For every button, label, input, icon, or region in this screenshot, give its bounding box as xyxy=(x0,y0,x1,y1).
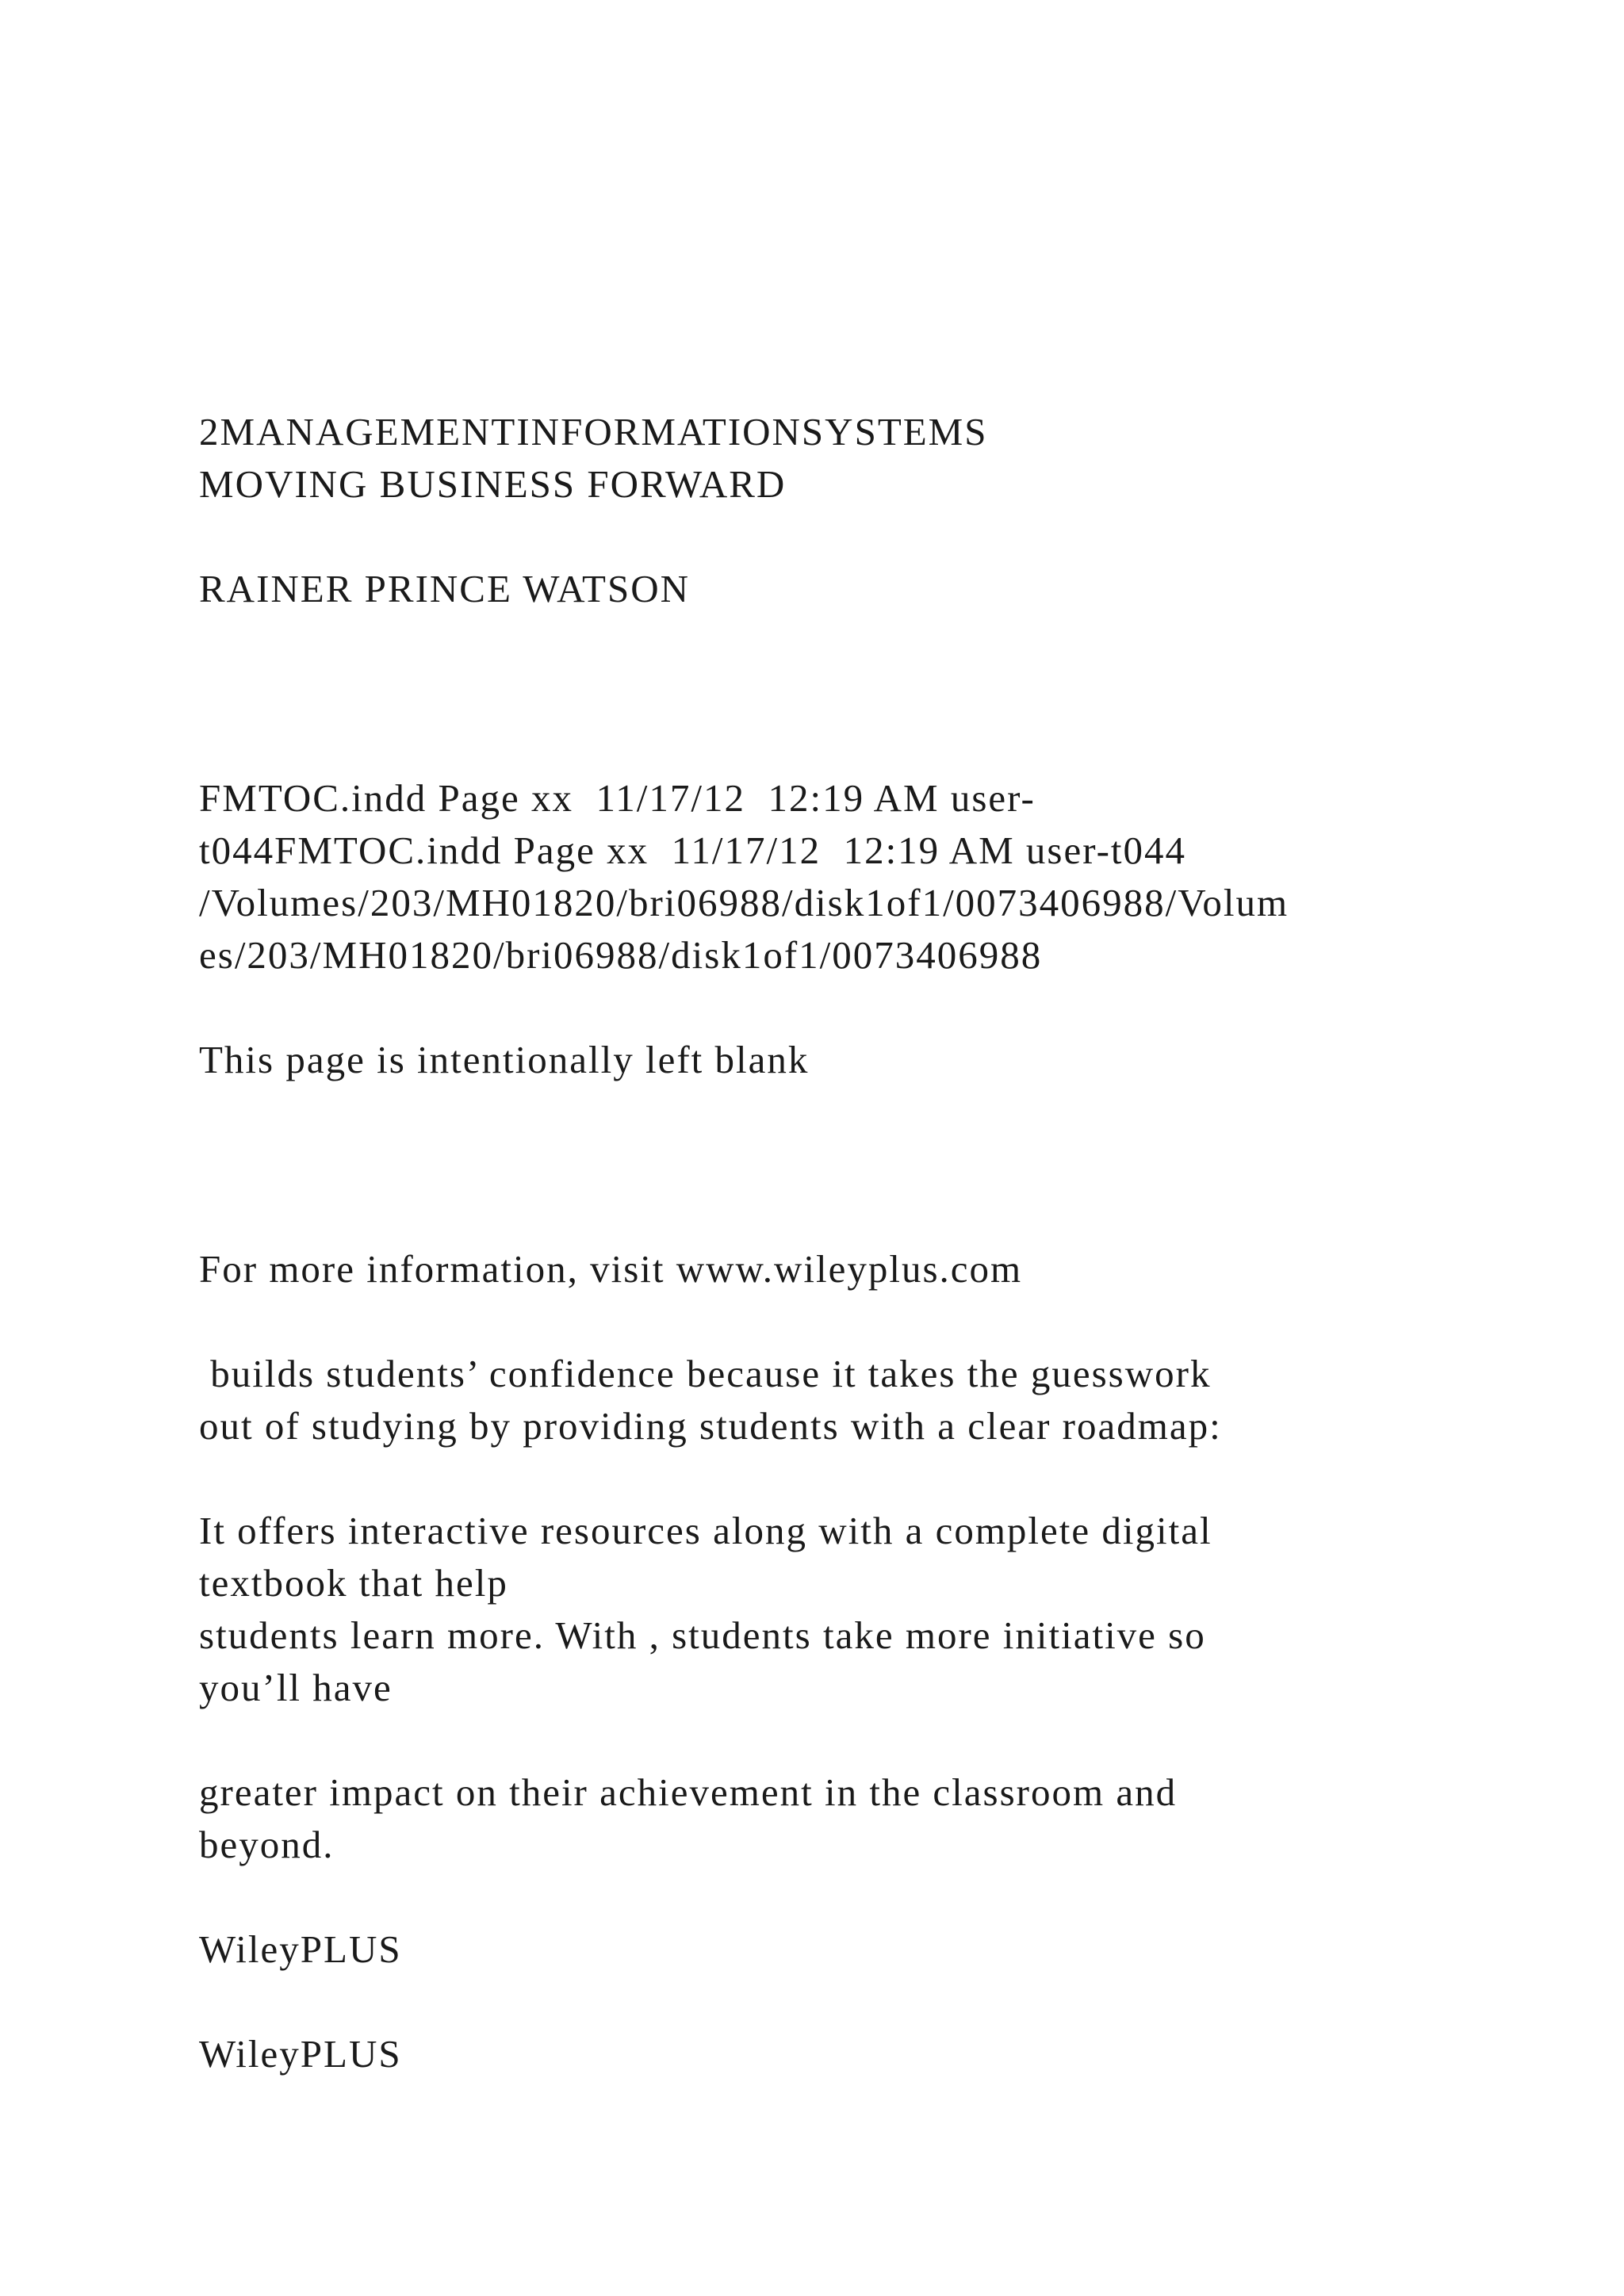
paragraph-1-line-2: out of studying by providing students with a clear roadmap: xyxy=(199,1404,1222,1448)
paragraph-2-line-4: you’ll have xyxy=(199,1666,393,1709)
file-info-line-4: es/203/MH01820/bri06988/disk1of1/0073406988 xyxy=(199,933,1043,977)
title-line-1: 2MANAGEMENTINFORMATIONSYSTEMS xyxy=(199,410,988,453)
paragraph-2-line-1: It offers interactive resources along with a complete digital xyxy=(199,1509,1212,1552)
file-info-line-2: t044FMTOC.indd Page xx 11/17/12 12:19 AM user-t044 xyxy=(199,828,1187,872)
title-line-2: MOVING BUSINESS FORWARD xyxy=(199,462,787,506)
brand-line-1: WileyPLUS xyxy=(199,1927,402,1971)
paragraph-3-line-2: beyond. xyxy=(199,1823,335,1866)
paragraph-2-line-2: textbook that help xyxy=(199,1561,508,1605)
paragraph-1-line-1: builds students’ confidence because it takes the guesswork xyxy=(199,1352,1212,1395)
paragraph-3-line-1: greater impact on their achievement in the classroom and xyxy=(199,1770,1178,1814)
more-info-line: For more information, visit www.wileyplus.com xyxy=(199,1247,1023,1291)
blank-notice: This page is intentionally left blank xyxy=(199,1038,810,1081)
file-info-line-1: FMTOC.indd Page xx 11/17/12 12:19 AM user- xyxy=(199,776,1036,820)
file-info-line-3: /Volumes/203/MH01820/bri06988/disk1of1/0073406988/Volum xyxy=(199,881,1289,924)
authors-line: RAINER PRINCE WATSON xyxy=(199,567,690,610)
brand-line-2: WileyPLUS xyxy=(199,2032,402,2076)
paragraph-2-line-3: students learn more. With , students take more initiative so xyxy=(199,1613,1206,1657)
